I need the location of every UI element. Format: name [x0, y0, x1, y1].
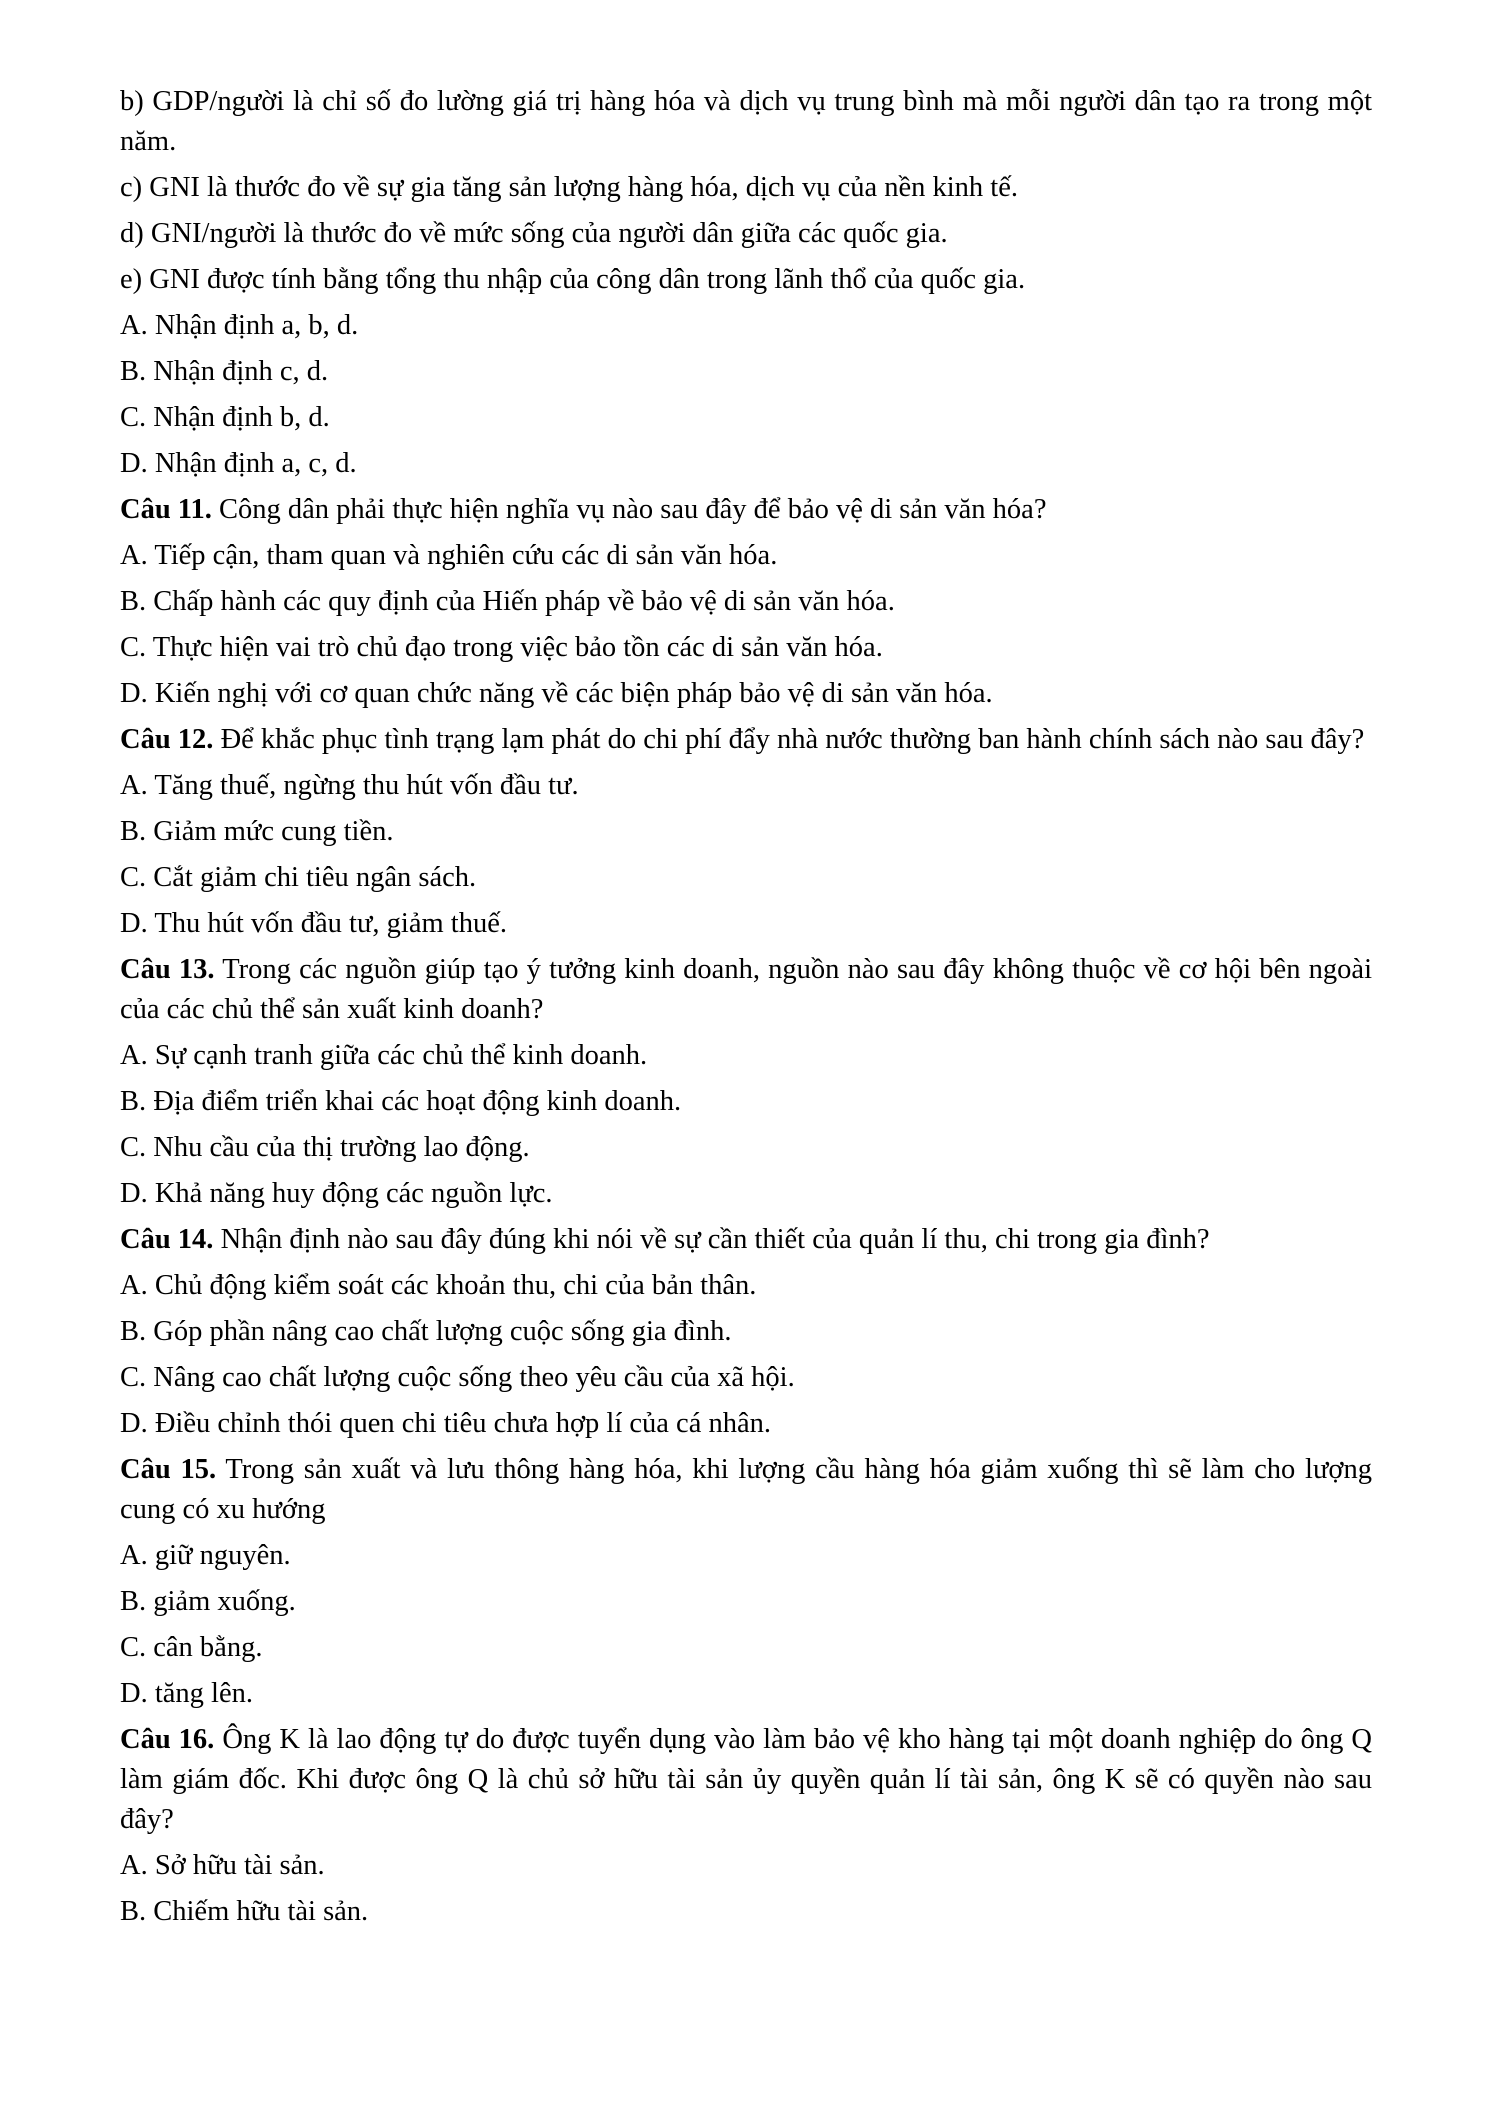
- option-a: A. Chủ động kiểm soát các khoản thu, chi của bản thân.: [120, 1270, 757, 1301]
- option-b: B. Địa điểm triển khai các hoạt động kinh doanh.: [120, 1086, 682, 1117]
- question-12: [120, 720, 1372, 760]
- question-number: Câu 14.: [120, 1224, 214, 1255]
- option-c: C. Nâng cao chất lượng cuộc sống theo yêu cầu của xã hội.: [120, 1362, 795, 1393]
- option-d: D. Thu hút vốn đầu tư, giảm thuế.: [120, 908, 507, 939]
- question-text: Trong sản xuất và lưu thông hàng hóa, khi lượng cầu hàng hóa giảm xuống thì sẽ làm cho lượng cung có xu hướng: [120, 1454, 1372, 1525]
- option-d: D. Kiến nghị với cơ quan chức năng về các biện pháp bảo vệ di sản văn hóa.: [120, 678, 993, 709]
- option-a: A. Sự cạnh tranh giữa các chủ thể kinh doanh.: [120, 1040, 648, 1071]
- option-a: A. Sở hữu tài sản.: [120, 1850, 325, 1881]
- question-number: Câu 16.: [120, 1724, 215, 1755]
- question-16: [120, 1720, 1372, 1840]
- option-c: C. Nhu cầu của thị trường lao động.: [120, 1132, 530, 1163]
- question-15: [120, 1450, 1372, 1530]
- question-11: [120, 490, 1372, 530]
- question-text: Nhận định nào sau đây đúng khi nói về sự cần thiết của quản lí thu, chi trong gia đình?: [213, 1224, 1210, 1255]
- option-c: C. Nhận định b, d.: [120, 402, 330, 433]
- option-c: C. cân bằng.: [120, 1632, 263, 1663]
- option-d: D. Nhận định a, c, d.: [120, 448, 357, 479]
- question-number: Câu 15.: [120, 1454, 217, 1485]
- question-text: Để khắc phục tình trạng lạm phát do chi phí đẩy nhà nước thường ban hành chính sách nào sau đây?: [213, 724, 1365, 755]
- option-b: B. Chấp hành các quy định của Hiến pháp về bảo vệ di sản văn hóa.: [120, 586, 895, 617]
- question-13: [120, 950, 1372, 1030]
- question-number: Câu 11.: [120, 494, 212, 525]
- option-c: C. Thực hiện vai trò chủ đạo trong việc bảo tồn các di sản văn hóa.: [120, 632, 883, 663]
- option-b: B. Góp phần nâng cao chất lượng cuộc sống gia đình.: [120, 1316, 732, 1347]
- question-text: Ông K là lao động tự do được tuyển dụng vào làm bảo vệ kho hàng tại một doanh nghiệp do ông Q làm giám đốc. Khi được ông Q là chủ sở hữu tài sản ủy quyền quản lí tài sản, ông K sẽ có quyền nào sau đây?: [120, 1724, 1372, 1835]
- option-a: A. Nhận định a, b, d.: [120, 310, 359, 341]
- option-a: A. giữ nguyên.: [120, 1540, 291, 1571]
- question-text: Trong các nguồn giúp tạo ý tưởng kinh doanh, nguồn nào sau đây không thuộc về cơ hội bên ngoài của các chủ thể sản xuất kinh doanh?: [120, 954, 1372, 1025]
- statement-e: e) GNI được tính bằng tổng thu nhập của công dân trong lãnh thổ của quốc gia.: [120, 264, 1026, 295]
- question-number: Câu 13.: [120, 954, 215, 985]
- option-a: A. Tiếp cận, tham quan và nghiên cứu các di sản văn hóa.: [120, 540, 778, 571]
- option-a: A. Tăng thuế, ngừng thu hút vốn đầu tư.: [120, 770, 579, 801]
- option-b: B. Chiếm hữu tài sản.: [120, 1896, 369, 1927]
- option-c: C. Cắt giảm chi tiêu ngân sách.: [120, 862, 477, 893]
- option-b: B. Giảm mức cung tiền.: [120, 816, 394, 847]
- option-b: B. giảm xuống.: [120, 1586, 296, 1617]
- statement-c: c) GNI là thước đo về sự gia tăng sản lượng hàng hóa, dịch vụ của nền kinh tế.: [120, 172, 1019, 203]
- option-d: D. Khả năng huy động các nguồn lực.: [120, 1178, 553, 1209]
- question-text: Công dân phải thực hiện nghĩa vụ nào sau đây để bảo vệ di sản văn hóa?: [211, 494, 1047, 525]
- option-d: D. tăng lên.: [120, 1678, 253, 1709]
- question-14: [120, 1220, 1372, 1260]
- option-d: D. Điều chỉnh thói quen chi tiêu chưa hợp lí của cá nhân.: [120, 1408, 771, 1439]
- statement-b: b) GDP/người là chỉ số đo lường giá trị hàng hóa và dịch vụ trung bình mà mỗi người dân tạo ra trong một năm.: [120, 86, 1372, 157]
- statement-d: d) GNI/người là thước đo về mức sống của người dân giữa các quốc gia.: [120, 218, 948, 249]
- question-number: Câu 12.: [120, 724, 214, 755]
- option-b: B. Nhận định c, d.: [120, 356, 329, 387]
